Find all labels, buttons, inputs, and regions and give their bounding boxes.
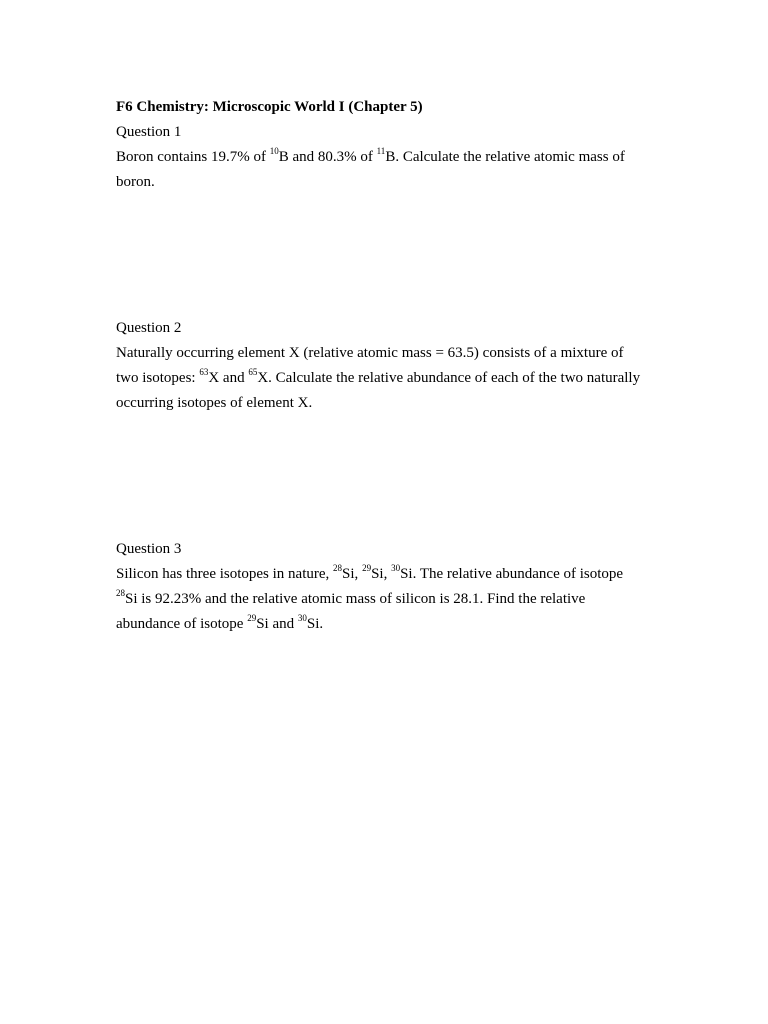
question-text-segment: X and xyxy=(208,370,249,386)
isotope-mass-number: 10 xyxy=(269,146,279,156)
question-text-segment: Si and xyxy=(256,616,298,632)
question-heading: Question 1 xyxy=(116,124,182,140)
isotope-mass-number: 11 xyxy=(376,146,386,156)
question-text-segment: Silicon has three isotopes in nature, xyxy=(116,566,334,582)
isotope-mass-number: 28 xyxy=(116,588,125,598)
question-text-segment: Si, xyxy=(371,566,392,582)
isotope-mass-number: 30 xyxy=(297,613,307,623)
isotope-mass-number: 63 xyxy=(199,367,209,377)
answer-space xyxy=(116,416,646,537)
isotope-mass-number: 29 xyxy=(247,613,257,623)
isotope-mass-number: 28 xyxy=(333,563,343,573)
document-body xyxy=(116,95,646,637)
question-text-segment: Si. xyxy=(306,616,324,632)
question-text-segment: B. Calculate the relative atomic mass of boron. xyxy=(116,149,625,190)
question-text xyxy=(116,145,646,195)
isotope-mass-number: 29 xyxy=(362,563,372,573)
question-text-segment: Si. The relative abundance of isotope xyxy=(400,566,624,582)
isotope-mass-number: 30 xyxy=(391,563,401,573)
question-text xyxy=(116,562,646,637)
question-1 xyxy=(116,120,646,195)
question-text-segment: Si is 92.23% and the relative atomic mass of silicon is 28.1. Find the relative abundance of isotope xyxy=(116,591,586,632)
question-heading: Question 3 xyxy=(116,541,182,557)
question-2 xyxy=(116,316,646,416)
question-text-segment: Boron contains 19.7% of xyxy=(116,149,270,165)
question-3 xyxy=(116,537,646,637)
question-text-segment: B and 80.3% of xyxy=(278,149,377,165)
answer-space xyxy=(116,195,646,316)
question-text-segment: Si, xyxy=(342,566,363,582)
isotope-mass-number: 65 xyxy=(248,367,258,377)
question-text-segment: Naturally occurring element X (relative atomic mass = 63.5) consists of a mixture of two isotopes: xyxy=(116,345,624,386)
question-heading: Question 2 xyxy=(116,320,182,336)
question-text-segment: X. Calculate the relative abundance of each of the two naturally occurring isotopes of element X. xyxy=(116,370,641,411)
document-title: F6 Chemistry: Microscopic World I (Chapter 5) xyxy=(116,99,423,115)
question-text xyxy=(116,341,646,416)
